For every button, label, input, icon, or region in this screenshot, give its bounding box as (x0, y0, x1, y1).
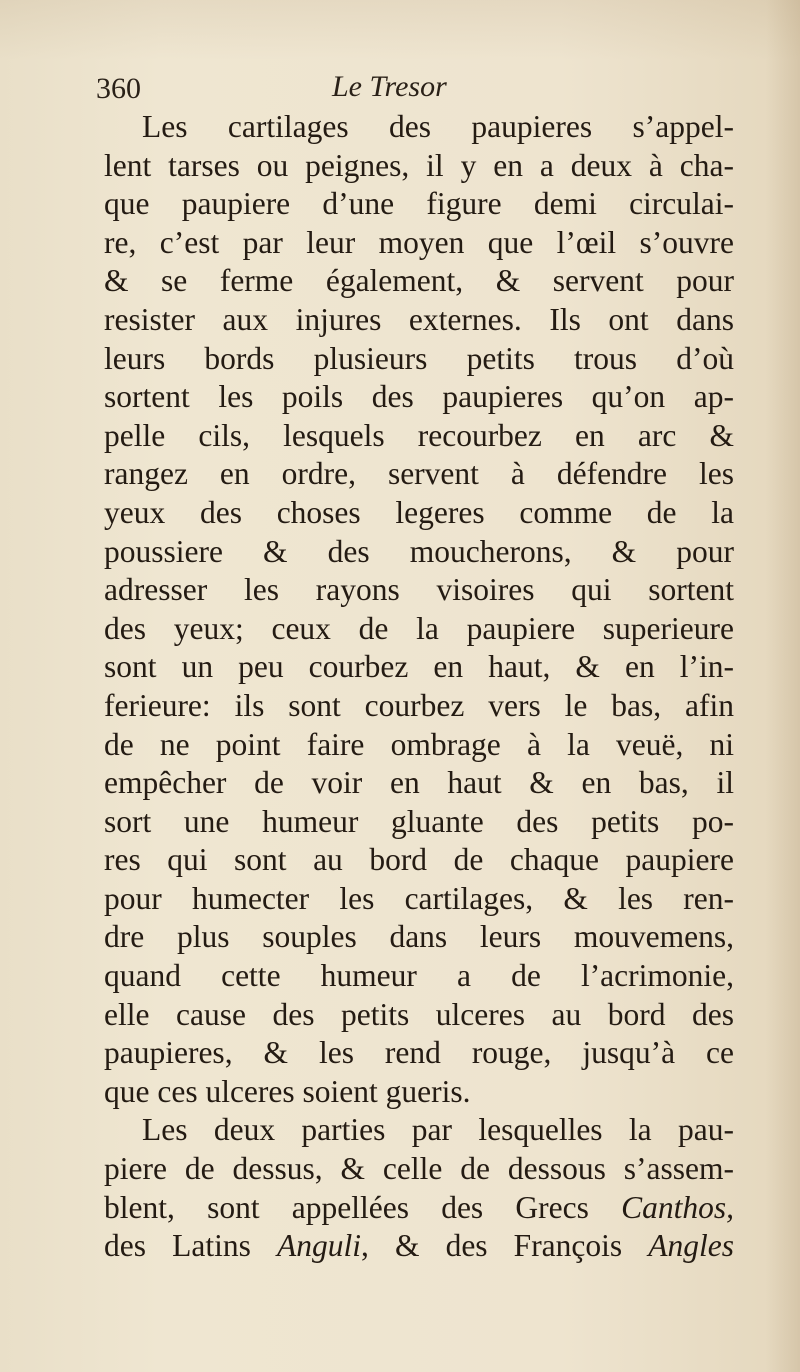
text-line: de ne point faire ombrage à la veuë, ni (104, 726, 734, 762)
text-line: piere de dessus, & celle de dessous s’assem- (104, 1151, 734, 1187)
text-line: sortent les poils des paupieres qu’on ap- (104, 379, 734, 415)
text-line-mixed (104, 1189, 734, 1228)
text-line: dre plus souples dans leurs mouvemens, (104, 919, 734, 955)
italic-term: Anguli (276, 1228, 361, 1264)
text-line: sort une humeur gluante des petits po- (104, 803, 734, 839)
page-edge-shading (766, 0, 800, 1372)
text-line: res qui sont au bord de chaque paupiere (104, 842, 734, 878)
text-line: lent tarses ou peignes, il y en a deux à cha- (104, 147, 734, 183)
italic-term: Angles (648, 1228, 735, 1264)
text-line: poussiere & des moucherons, & pour (104, 533, 734, 569)
text-line: & se ferme également, & servent pour (104, 263, 734, 299)
text-line: rangez en ordre, servent à défendre les (104, 456, 734, 492)
text-line: adresser les rayons visoires qui sortent (104, 572, 734, 608)
text-line: elle cause des petits ulceres au bord des (104, 996, 734, 1032)
text-line: pelle cils, lesquels recourbez en arc & (104, 417, 734, 453)
page-shading (0, 0, 800, 60)
text-line: resister aux injures externes. Ils ont dans (104, 301, 734, 337)
text-line-mixed (104, 1227, 734, 1266)
text-line: des yeux; ceux de la paupiere superieure (104, 610, 734, 646)
italic-term: Canthos, (621, 1189, 734, 1225)
text-segment: blent, sont appellées des Grecs (104, 1189, 589, 1225)
text-line: que ces ulceres soient gueris. (104, 1073, 471, 1109)
text-segment: des Latins (104, 1228, 251, 1264)
text-line: paupieres, & les rend rouge, jusqu’à ce (104, 1035, 734, 1071)
text-line: Les deux parties par lesquelles la pau- (142, 1112, 734, 1148)
text-line: yeux des choses legeres comme de la (104, 494, 734, 530)
text-line: sont un peu courbez en haut, & en l’in- (104, 649, 734, 685)
text-line: leurs bords plusieurs petits trous d’où (104, 340, 734, 376)
text-line: que paupiere d’une figure demi circulai- (104, 186, 734, 222)
page-number: 360 (96, 72, 141, 105)
text-line: empêcher de voir en haut & en bas, il (104, 765, 734, 801)
running-title: Le Tresor (332, 70, 447, 103)
text-line: re, c’est par leur moyen que l’œil s’ouvre (104, 224, 734, 260)
text-line: quand cette humeur a de l’acrimonie, (104, 958, 734, 994)
body-text (104, 108, 734, 1266)
text-line: pour humecter les cartilages, & les ren- (104, 880, 734, 916)
text-segment: , & des François (360, 1228, 623, 1264)
text-line: Les cartilages des paupieres s’appel- (142, 109, 734, 144)
text-line: ferieure: ils sont courbez vers le bas, afin (104, 687, 734, 723)
